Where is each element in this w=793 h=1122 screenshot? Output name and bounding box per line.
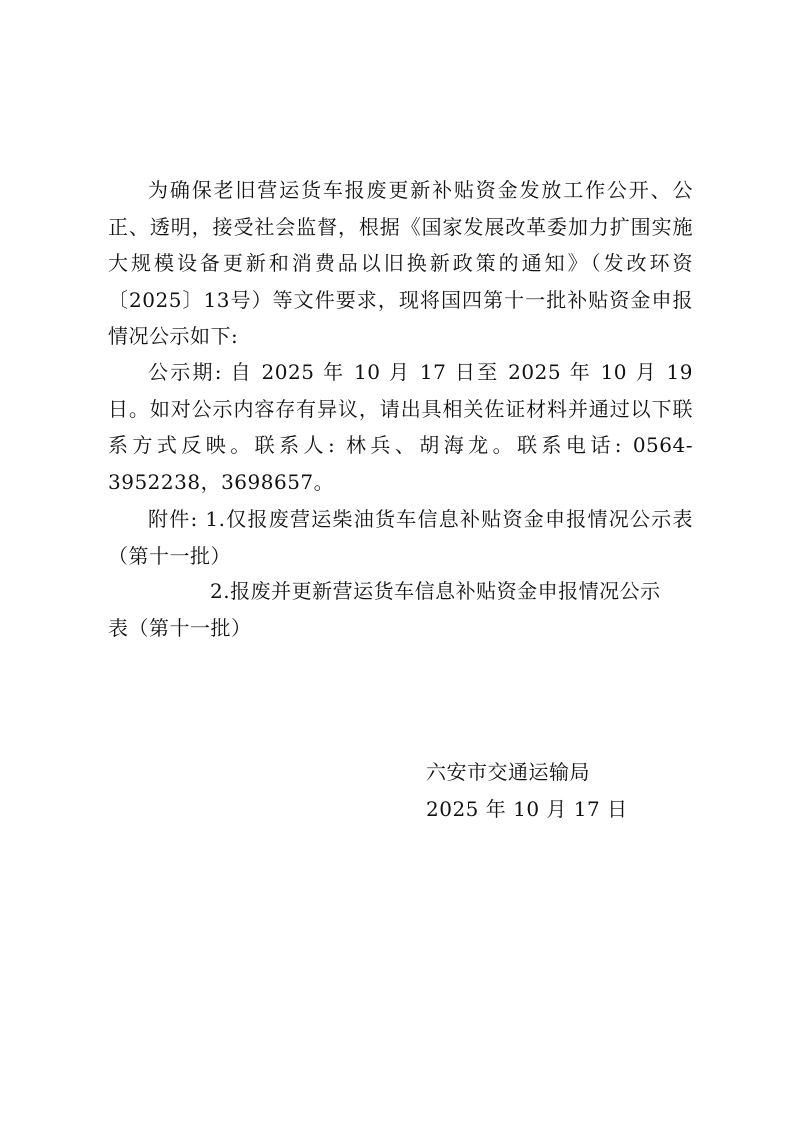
- notice-paragraph-2-container: [108, 354, 693, 500]
- attachment-item-2-line-2: 表（第十一批）: [108, 616, 252, 640]
- attachment-item-1: 附件: 1.仅报废营运柴油货车信息补贴资金申报情况公示表（第十一批）: [108, 507, 693, 568]
- issuer-name: 六安市交通运输局: [426, 760, 590, 784]
- attachment-1-container: [108, 501, 693, 574]
- issue-date: 2025 年 10 月 17 日: [426, 796, 628, 821]
- notice-paragraph-2: 公示期: 自 2025 年 10 月 17 日至 2025 年 10 月 19 日。如对公示内容存有异议，请出具相关佐证材料并通过以下联系方式反映。联系人: 林兵、胡海龙。联系电话: 0564-3952238，3698657。: [108, 360, 693, 494]
- notice-paragraph-1: 为确保老旧营运货车报废更新补贴资金发放工作公开、公正、透明，接受社会监督，根据《国家发展改革委加力扩围实施大规模设备更新和消费品以旧换新政策的通知》（发改环资〔2025〕13号）等文件要求，现将国四第十一批补贴资金申报情况公示如下:: [108, 178, 693, 348]
- signature-block: [426, 754, 628, 827]
- attachment-item-2-line-1: 2.报废并更新营运货车信息补贴资金申报情况公示: [210, 579, 661, 603]
- notice-paragraph-1-container: [108, 172, 693, 355]
